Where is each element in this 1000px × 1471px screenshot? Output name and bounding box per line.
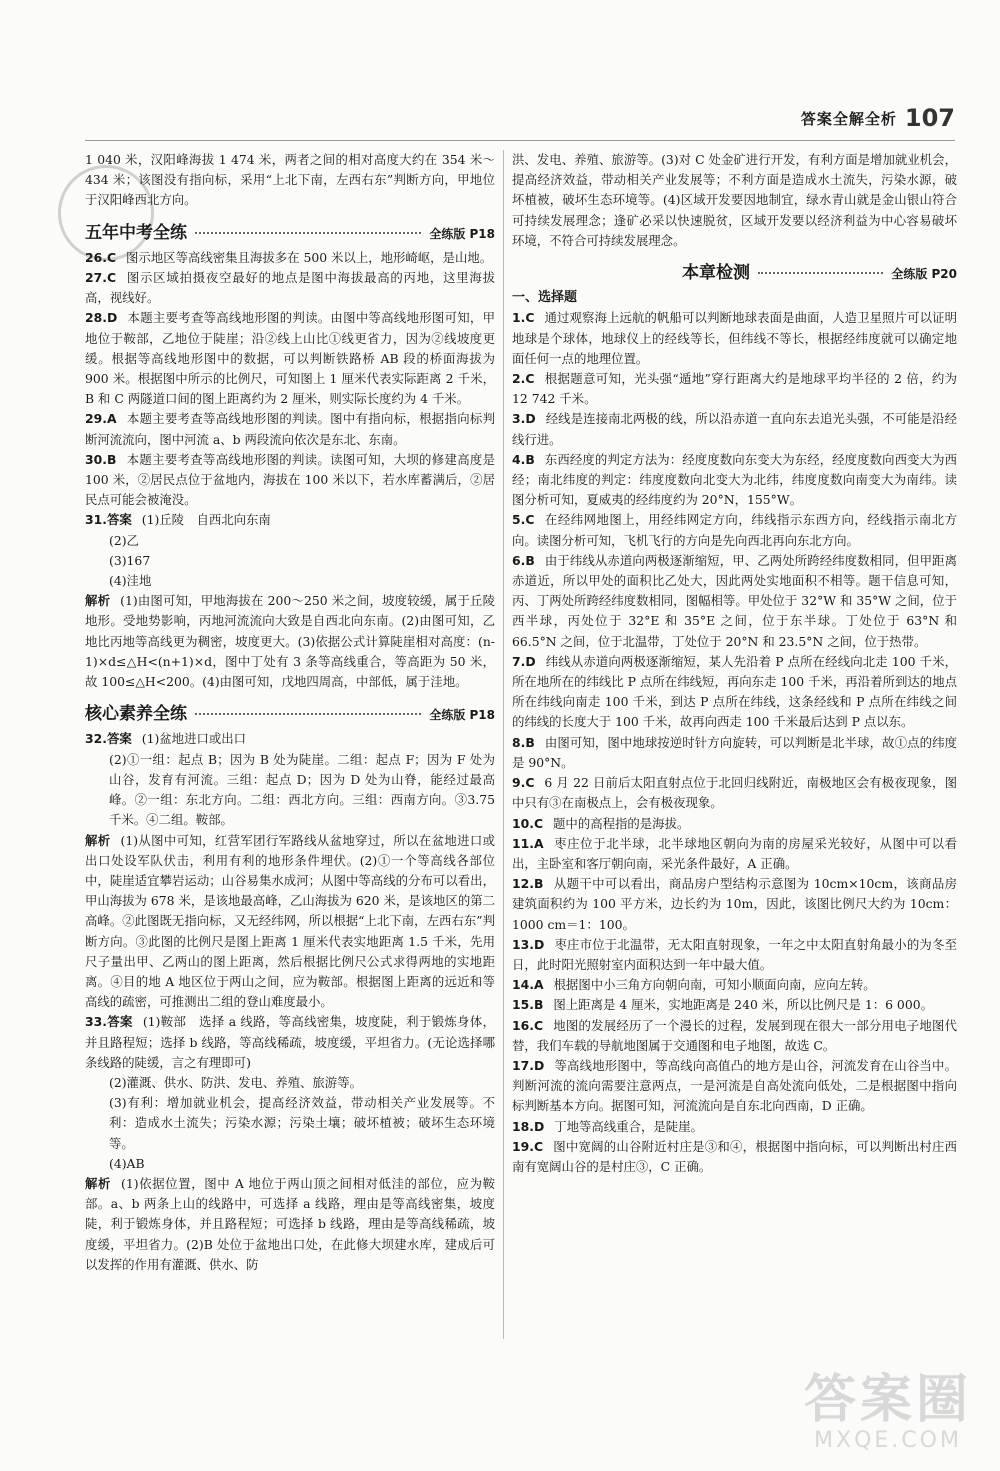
item-text: 等高线地形图中，等高线向高值凸的地方是山谷，河流发育在山谷当中。判断河流的流向需要注意两点，一是河流是自高处流向低处，二是根据图中指向标判断基本方向。据图可知，河流流向是自东北向西南，D 正确。 [512,1057,957,1114]
item-text: 本题主要考查等高线地形图的判读。由图中等高线地形图可知，甲地位于鞍部，乙地位于陡崖；沿②线上山比①线更省力，因为②线坡度更缓。根据等高线地形图中的数据，可以判断铁路桥 AB 段的桥面海拔为 900 米。根据图中所示的比例尺，可知图上 1 厘米代表实际距离 2 千米，B 和 C 两隧道口间的图上距离约为 2 厘米，则实际长度约为 4 千米。 [85,310,495,407]
column-divider [503,150,504,1339]
item-number: 28.D [85,310,118,326]
section-title: 本章检测 [682,263,750,284]
explanation [85,1174,495,1275]
item-number: 11.A [512,835,544,851]
answer-item [512,834,957,874]
item-text: 由于纬线从赤道向两极逐渐缩短，甲、乙两处所跨经纬度数相同，但甲距离赤道近，所以甲处的面积比乙处大，因此两处实地面积不相等。题干信息可知，丙、丁两处所跨经纬度数相同，图幅相等。甲处位于 32°W 和 35°W 之间，位于西半球，丙处位于 32°E 和 35°E 之间，位于东半球。丁处位于 63°N 和 66.5°N 之间，位于北温带，丁处位于 20°N 和 23.5°N 之间，位于热带。 [512,552,957,649]
item-text: 本题主要考查等高线地形图的判读。读图可知，大坝的修建高度是 100 米，②居民点位于盆地内，海拔在 100 米以下，若水库蓄满后，②居民点可能会被淹没。 [85,451,495,508]
answer-item [85,308,495,409]
item-number: 30.B [85,451,117,467]
answer-line: (4)AB [109,1155,145,1171]
item-text: 图上距离是 4 厘米，实地距离是 240 米，所以比例尺是 1：6 000。 [553,997,933,1013]
item-text: 根据图中小三角方向朝向南，可知小顺面向南，应向左转。 [553,977,876,993]
explanation-text: (1)从图中可知，红营军团行军路线从盆地穿过，所以在盆地进口或出口处设军队伏击，利用有利的地形条件埋伏。(2)①一个等高线各部位中，陡崖适宜攀岩运动；山谷易集水成河；从图中等高线的分布可以看出，甲山海拔为 678 米，是该地最高峰，乙山海拔为 620 米，是该地区的第二高峰。②此图既无指向标，又无经纬网，所以根据“上北下南，左西右东”判断方向。③此图的比例尺是图上距离 1 厘米代表实地距离 1.5 千米，先用尺子量出甲、乙两山的图上距离，然后根据比例尺公式求得两地的实地距离。④目的地 A 地区位于两山之间，应为鞍部。根据图上距离的远近和等高线的疏密，可推测出二组的登山难度最小。 [85,832,495,1010]
section-header [85,223,495,244]
section-title: 核心素养全练 [85,704,187,725]
answer-line: (4)洼地 [109,573,152,589]
answer-item [512,369,957,409]
item-number: 18.D [512,1118,545,1134]
continued-paragraph: 洪、发电、养殖、旅游等。(3)对 C 处金矿进行开发，有利方面是增加就业机会，提高经济效益，带动相关产业发展等；不利方面是造成水土流失，污染水源，破坏植被，破坏生态环境等。(4)区域开发要因地制宜，绿水青山就是金山银山符合可持续发展理念；逢矿必采以快速脱贫，区域开发要以经济利益为中心容易破坏环境，不符合可持续发展理念。 [512,152,957,248]
answer-item [85,268,495,308]
item-number: 3.D [512,411,536,427]
item-number: 1.C [512,310,535,326]
item-text: 地图的发展经历了一个漫长的过程，发展到现在很大一部分用电子地图代替，我们车载的导航地图属于交通图和电子地图，故选 C。 [512,1017,957,1053]
answer-item [512,733,957,773]
explanation-label: 解析 [85,593,111,609]
dot-leader [195,713,421,715]
item-text: 图示区域拍摄夜空最好的地点是图中海拔最高的丙地，这里海拔高，视线好。 [85,270,495,306]
item-number: 5.C [512,512,535,528]
answer-line: (1)盆地进口或出口 [141,731,247,747]
item-number: 2.C [512,371,535,387]
answer-item [512,652,957,733]
explanation-text: (1)依据位置，图中 A 地位于两山顶之间相对低洼的部位，应为鞍部。a、b 两条上山的线路中，可选择 a 线路，理由是等高线密集，坡度陡，利于锻炼身体，并且路程短；可选择 b 线路，理由是等高线稀疏，坡度缓，平坦省力。(2)B 处位于盆地出口处，在此修大坝建水库，建成后可以发挥的作用有灌溉、供水、防 [85,1175,495,1272]
section-header [682,263,957,284]
item-number: 7.D [512,653,536,669]
answer-item [512,308,957,369]
answer-item [85,248,495,268]
answer-item [512,773,957,813]
item-number: 15.B [512,997,544,1013]
item-number: 27.C [85,270,117,286]
explanation-label: 解析 [85,1175,112,1191]
answer-line: (2)乙 [109,532,139,548]
item-text: 根据题意可知，光头强“遁地”穿行距离大约是地球平均半径的 2 倍，约为 12 742 千米。 [512,371,957,407]
answer-item [85,729,495,749]
item-number: 9.C [512,775,535,791]
watermark [804,1357,972,1453]
page-header [801,104,955,132]
explanation [85,591,495,692]
item-number: 4.B [512,451,535,467]
intro-paragraph: 1 040 米，汉阳峰海拔 1 474 米，两者之间的相对高度大约在 354 米～434 米；该图没有指向标，采用“上北下南，左西右东”判断方向，甲地位于汉阳峰西北方向。 [85,152,495,208]
item-text: 从题干中可以看出，商品房户型结构示意图为 10cm×10cm，该商品房建筑面积约为 100 平方米，边长约为 10m，因此，该图比例尺大约为 10cm：1000 cm＝1：100。 [512,876,957,932]
item-text: 枣庄位于北半球，北半球地区朝向为南的房屋采光较好，从图中可以看出，主卧室和客厅朝向南，采光条件最好，A 正确。 [512,835,957,871]
subsection-title: 一、选择题 [512,290,578,306]
answer-item [512,1117,957,1137]
item-text: 题中的高程指的是海拔。 [553,815,690,831]
answer-line: (1)丘陵 自西北向东南 [141,512,271,528]
explanation [85,831,495,1013]
item-text: 本题主要考查等高线地形图的判读。图中有指向标，根据指向标判断河流流向，图中河流 a、b 两段流向依次是东北、东南。 [85,411,495,447]
dot-leader [758,272,883,274]
answer-item [512,935,957,975]
answer-item [512,975,957,995]
item-number: 13.D [512,936,545,952]
item-number: 32.答案 [85,731,132,747]
item-text: 由图可知，图中地球按逆时针方向旋转，可以判断是北半球，故①点的纬度是 90°N。 [512,734,957,770]
item-number: 17.D [512,1057,545,1073]
item-text: 在经纬网地图上，用经纬网定方向，纬线指示东西方向，经线指示南北方向。读图分析可知，飞机飞行的方向是先向西北再向东北方向。 [512,512,957,548]
header-rule [85,140,955,141]
explanation-label: 解析 [85,832,111,848]
answer-item [512,874,957,935]
item-text: 纬线从赤道向两极逐渐缩短，某人先沿着 P 点所在经线向北走 100 千米，所在地所在的纬线比 P 点所在纬线短，再向东走 100 千米，再沿着所到达的地点所在纬线向南走 100 千米，到达 P 点所在纬线，这条经线和 P 点所在纬线之间的纬线的长度大于 100 千米，故再向西走 100 千米最后达到 P 点以东。 [512,653,957,730]
item-number: 16.C [512,1017,544,1033]
item-number: 6.B [512,552,535,568]
item-text: 枣庄市位于北温带，无太阳直射现象，一年之中太阳直射角最小的为冬至日，此时阳光照射室内面积达到一年中最大值。 [512,936,957,972]
item-number: 33.答案 [85,1014,133,1030]
answer-item [512,510,957,550]
answer-item [512,551,957,652]
answer-item [512,450,957,511]
answer-item [85,510,495,530]
section-ref: 全练版 P18 [429,226,495,241]
item-number: 14.A [512,977,544,993]
item-number: 12.B [512,876,544,892]
section-header [85,704,495,725]
section-title: 五年中考全练 [85,222,187,243]
section-ref: 全练版 P18 [429,708,495,723]
answer-item [512,1137,957,1177]
item-text: 图示地区等高线密集且海拔多在 500 米以上，地形崎岖，是山地。 [126,249,493,265]
item-number: 29.A [85,411,117,427]
item-number: 19.C [512,1138,544,1154]
answer-item [512,814,957,834]
answer-item [512,1056,957,1117]
item-text: 6 月 22 日前后太阳直射点位于北回归线附近，南极地区会有极夜现象，图中只有③在南极点上，会有极夜现象。 [512,775,957,811]
explanation-text: (1)由图可知，甲地海拔在 200～250 米之间，坡度较缓，属于丘陵地形。受地势影响，丙地河流流向大致是自西北向东南。(2)由图可知，乙地比丙地等高线更为稠密，坡度更大。(3)依据公式计算陡崖相对高度：(n-1)×d≤△H<(n+1)×d，图中丁处有 3 条等高线重合，等高距为 50 米，故 100≤△H<200。(4)由图可知，戊地四周高，中部低，属于洼地。 [85,593,496,690]
item-text: 图中宽阔的山谷附近村庄是③和④，根据图中指向标，可以判断出村庄西南有宽阔山谷的是村庄③，C 正确。 [512,1138,957,1174]
item-text: 通过观察海上远航的帆船可以判断地球表面是曲面，人造卫星照片可以证明地球是个球体，地球仪上的经线等长，但纬线不等长，根据经纬度就可以确定地面任何一点的地理位置。 [512,310,957,366]
watermark-url: MXQE.COM [814,1428,962,1453]
header-title: 答案全解全析 [800,109,897,128]
answer-item [512,1016,957,1056]
answer-line: (2)①一组：起点 B；因为 B 处为陡崖。二组：起点 F；因为 F 处为山谷，发育有河流。三组：起点 D；因为 D 处为山脊，能经过最高峰。②一组：东北方向。二组：西北方向。三组：西南方向。③3.75 千米。④二组。鞍部。 [109,751,495,828]
answer-item [512,995,957,1015]
right-column [512,150,957,1177]
dot-leader [195,232,421,234]
answer-line: (3)167 [109,552,151,568]
item-text: 丁地等高线重合，是陡崖。 [554,1118,703,1134]
item-number: 31.答案 [85,512,132,528]
section-ref: 全练版 P20 [891,267,957,282]
answer-line: (2)灌溉、供水、防洪、发电、养殖、旅游等。 [109,1074,362,1090]
answer-line: (1)鞍部 选择 a 线路，等高线密集，坡度陡，利于锻炼身体，并且路程短；选择 b 线路，等高线稀疏，坡度缓，平坦省力。(无论选择哪条线路的陡缓，言之有理即可) [85,1014,495,1070]
item-number: 26.C [85,249,117,265]
item-text: 东西经度的判定方法为：经度度数向东变大为东经，经度度数向西变大为西经；南北纬度的判定：纬度度数向北变大为北纬，纬度度数向南变大为南纬。读图分析可知，夏威夷的经纬度约为 20°N，155°W。 [512,451,957,508]
watermark-logo-text: 答案圈 [803,1370,972,1430]
answer-item [512,409,957,449]
answer-item [85,1012,495,1073]
item-text: 经线是连接南北两极的线，所以沿赤道一直向东去追光头强，不可能是沿经线行进。 [512,411,957,447]
item-number: 8.B [512,734,535,750]
page-number: 107 [904,104,955,132]
answer-line: (3)有利：增加就业机会，提高经济效益，带动相关产业发展等。不利：造成水土流失；污染水源；污染土壤；破坏植被；破坏生态环境等。 [109,1095,495,1151]
left-column [85,150,495,1275]
answer-item [85,450,495,511]
answer-item [85,409,495,449]
item-number: 10.C [512,815,544,831]
choice-answer-list [512,308,957,1177]
